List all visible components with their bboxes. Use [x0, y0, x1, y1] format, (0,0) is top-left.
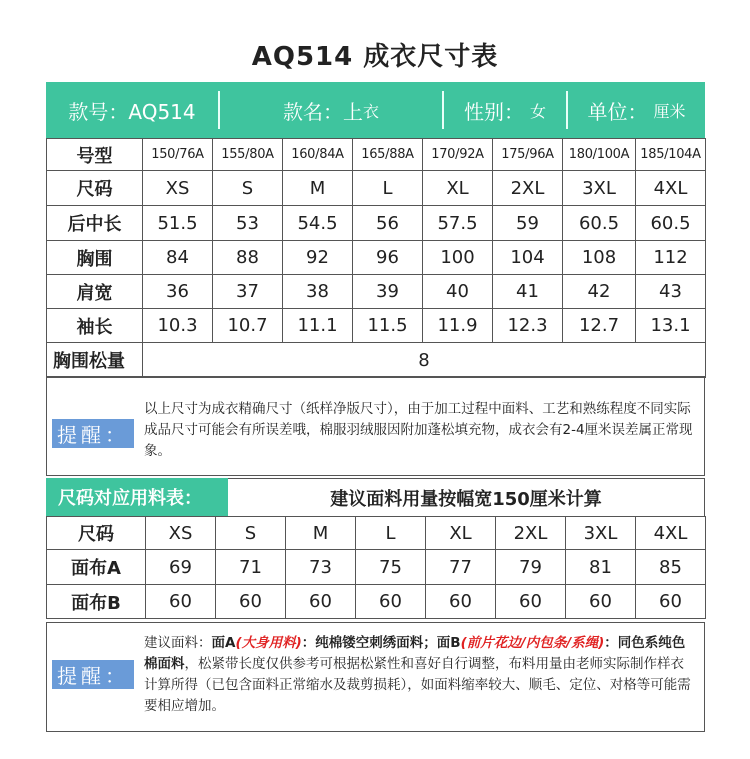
table-cell: XS: [143, 171, 213, 206]
table-cell: 4XL: [636, 517, 706, 550]
table-cell: 100: [423, 241, 493, 275]
fabric-table: [46, 516, 706, 619]
unit-label: 单位：: [587, 99, 648, 124]
table-cell: 92: [283, 241, 353, 275]
table-cell: 185/104A: [636, 139, 706, 171]
ease-value: 8: [143, 343, 706, 378]
table-row: [47, 241, 706, 275]
ease-row: [47, 343, 706, 378]
table-cell: XS: [146, 517, 216, 550]
table-cell: M: [286, 517, 356, 550]
table-cell: 175/96A: [493, 139, 563, 171]
tip-text-part: ：纯棉镂空刺绣面料；面B: [301, 635, 461, 651]
table-cell: 37: [213, 275, 283, 309]
row-label: 面布A: [47, 550, 146, 585]
table-cell: XL: [423, 171, 493, 206]
table-cell: 60: [426, 585, 496, 619]
row-label: 面布B: [47, 585, 146, 619]
table-cell: S: [213, 171, 283, 206]
style-number: 款号：AQ514: [68, 99, 196, 124]
table-cell: 11.1: [283, 309, 353, 343]
row-label: 胸围: [47, 241, 143, 275]
table-cell: 60: [636, 585, 706, 619]
fabric-table-title: 尺码对应用料表：: [46, 478, 228, 516]
table-cell: 73: [286, 550, 356, 585]
table-cell: 39: [353, 275, 423, 309]
row-label: 尺码: [47, 517, 146, 550]
table-cell: 38: [283, 275, 353, 309]
table-cell: 3XL: [566, 517, 636, 550]
table-cell: L: [356, 517, 426, 550]
table-cell: S: [216, 517, 286, 550]
table-row: [47, 517, 706, 550]
gender-label: 性别：: [463, 99, 524, 124]
tip-badge: 提醒：: [52, 660, 134, 689]
fabric-width-note: 建议面料用量按幅宽150厘米计算: [228, 478, 705, 516]
table-cell: 84: [143, 241, 213, 275]
table-cell: 77: [426, 550, 496, 585]
table-row: [47, 171, 706, 206]
table-cell: 108: [563, 241, 636, 275]
table-cell: 10.7: [213, 309, 283, 343]
table-cell: 36: [143, 275, 213, 309]
tip-text-part: ，松紧带长度仅供参考可根据松紧性和喜好自行调整，布料用量由老师实际制作样衣计算所得（已包含面料正常缩水及裁剪损耗），如面料缩率较大、顺毛、定位、对格等可能需要相应增加。: [144, 656, 691, 714]
table-cell: 40: [423, 275, 493, 309]
table-row: [47, 309, 706, 343]
table-cell: 160/84A: [283, 139, 353, 171]
tip-text: [144, 633, 696, 717]
table-cell: 85: [636, 550, 706, 585]
table-cell: 2XL: [496, 517, 566, 550]
table-cell: 60.5: [636, 206, 706, 241]
table-cell: 12.7: [563, 309, 636, 343]
table-cell: 60: [286, 585, 356, 619]
table-cell: 69: [146, 550, 216, 585]
ease-label: 胸围松量: [47, 343, 143, 378]
table-cell: 150/76A: [143, 139, 213, 171]
table-row: [47, 550, 706, 585]
table-cell: 57.5: [423, 206, 493, 241]
table-row: [47, 139, 706, 171]
table-cell: 170/92A: [423, 139, 493, 171]
table-cell: 81: [566, 550, 636, 585]
table-row: [47, 275, 706, 309]
table-cell: 60.5: [563, 206, 636, 241]
unit: [568, 82, 705, 138]
table-cell: 71: [216, 550, 286, 585]
table-cell: 165/88A: [353, 139, 423, 171]
gender: [444, 82, 566, 138]
tip-text-highlight: (前片花边/内包条/系绳): [460, 635, 605, 651]
unit-value: 厘米: [653, 101, 686, 121]
tip-text-part: 建议面料：: [144, 635, 212, 651]
table-cell: 51.5: [143, 206, 213, 241]
table-cell: 11.9: [423, 309, 493, 343]
table-cell: 54.5: [283, 206, 353, 241]
size-table: [46, 138, 706, 378]
table-cell: 4XL: [636, 171, 706, 206]
style-name-label: 款名：上: [282, 99, 363, 124]
table-cell: 60: [356, 585, 426, 619]
table-cell: 12.3: [493, 309, 563, 343]
tip-text-highlight: (大身用料): [235, 635, 302, 651]
tip-badge: 提醒：: [52, 419, 134, 448]
style-name: [220, 82, 442, 138]
table-cell: 79: [496, 550, 566, 585]
table-cell: 59: [493, 206, 563, 241]
table-cell: 41: [493, 275, 563, 309]
table-cell: 75: [356, 550, 426, 585]
row-label: 号型: [47, 139, 143, 171]
style-name-value: 衣: [362, 101, 379, 121]
tip-text-part: 面A: [211, 635, 236, 651]
table-cell: 180/100A: [563, 139, 636, 171]
table-cell: 60: [216, 585, 286, 619]
table-cell: 53: [213, 206, 283, 241]
table-cell: M: [283, 171, 353, 206]
header-bar: [46, 82, 705, 138]
row-label: 后中长: [47, 206, 143, 241]
page-title: AQ514 成衣尺寸表: [251, 42, 499, 72]
table-cell: 42: [563, 275, 636, 309]
row-label: 肩宽: [47, 275, 143, 309]
table-row: [47, 206, 706, 241]
table-cell: 13.1: [636, 309, 706, 343]
table-cell: 96: [353, 241, 423, 275]
table-cell: 56: [353, 206, 423, 241]
table-cell: 104: [493, 241, 563, 275]
table-cell: 112: [636, 241, 706, 275]
table-cell: 2XL: [493, 171, 563, 206]
tip-text-part: ：同色系纯色棉面料: [144, 635, 686, 672]
table-cell: 155/80A: [213, 139, 283, 171]
table-row: [47, 585, 706, 619]
table-cell: 88: [213, 241, 283, 275]
gender-value: 女: [529, 101, 546, 121]
table-cell: 11.5: [353, 309, 423, 343]
table-cell: 10.3: [143, 309, 213, 343]
table-cell: 60: [496, 585, 566, 619]
table-cell: XL: [426, 517, 496, 550]
table-cell: 60: [146, 585, 216, 619]
table-cell: 43: [636, 275, 706, 309]
row-label: 尺码: [47, 171, 143, 206]
row-label: 袖长: [47, 309, 143, 343]
table-cell: 3XL: [563, 171, 636, 206]
table-cell: 60: [566, 585, 636, 619]
tip-text: 以上尺寸为成衣精确尺寸（纸样净版尺寸），由于加工过程中面料、工艺和熟练程度不同实际成品尺寸可能会有所误差哦，棉服羽绒服因附加蓬松填充物，成衣会有2-4厘米误差属正常现象。: [144, 401, 693, 459]
table-cell: L: [353, 171, 423, 206]
